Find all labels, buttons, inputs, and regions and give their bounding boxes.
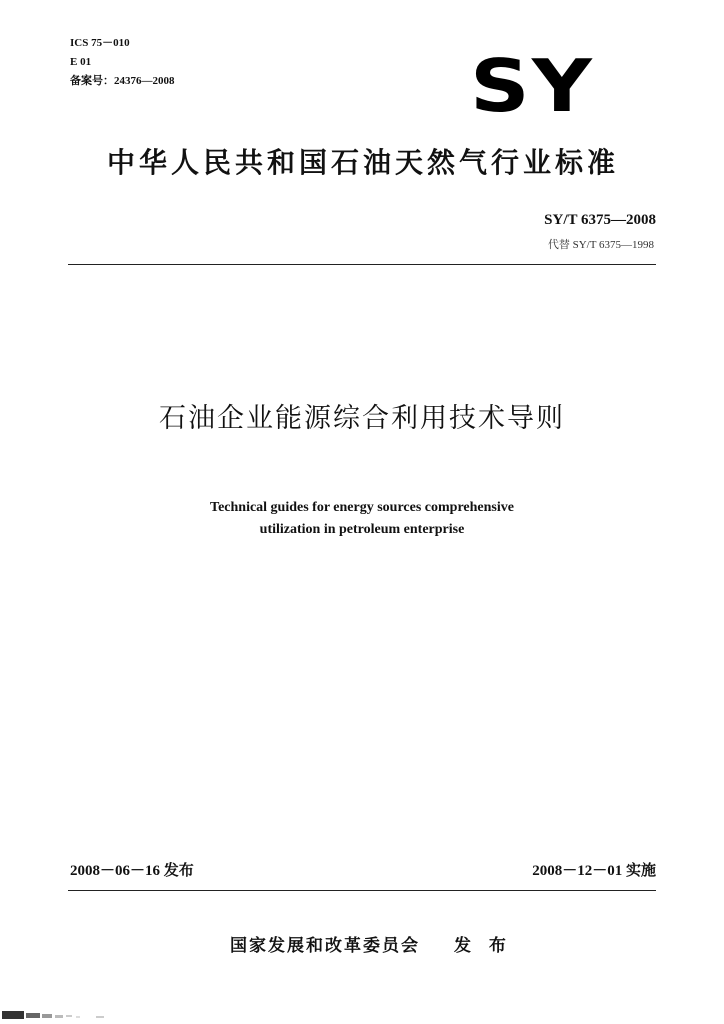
top-divider [68,264,656,265]
bottom-divider [68,890,656,891]
sy-logo: SY [470,44,595,128]
title-en-line-2: utilization in petroleum enterprise [259,522,465,537]
standard-number: SY/T 6375—2008 [544,212,656,228]
publish-label: 发 布 [454,936,512,956]
document-title-cn: 石油企业能源综合利用技术导则 [159,403,565,434]
title-en-line-1: Technical guides for energy sources comprehensive [210,500,514,515]
industry-standard-title: 中华人民共和国石油天然气行业标准 [106,146,619,179]
category-code: E 01 [70,56,92,68]
replaces-standard: 代替 SY/T 6375—1998 [547,239,654,251]
effective-date: 2008－12－01 实施 [532,863,656,879]
issue-date: 2008－06－16 发布 [70,863,194,879]
scan-noise-mark [0,1008,110,1022]
publisher-name: 国家发展和改革委员会 [230,936,420,956]
classification-block [70,34,175,91]
record-number: 备案号：24376—2008 [70,75,175,87]
document-title-en [60,497,664,541]
ics-code: ICS 75－010 [70,37,130,49]
